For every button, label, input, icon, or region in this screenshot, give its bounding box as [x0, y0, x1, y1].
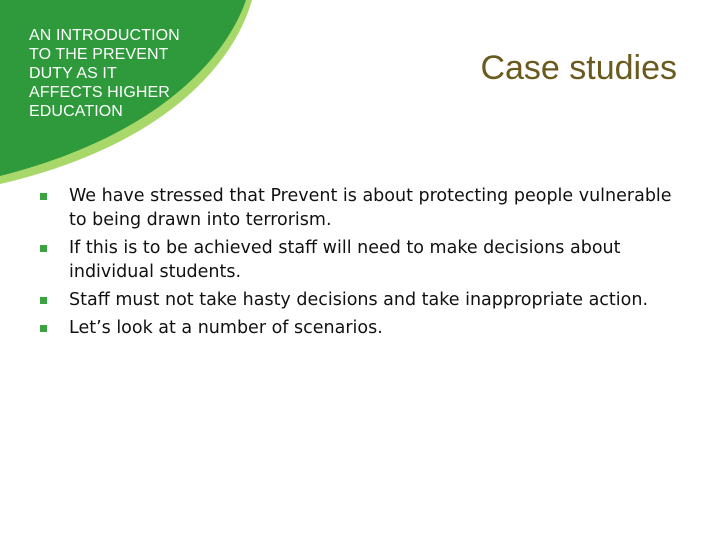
- bullet-text: We have stressed that Prevent is about protecting people vulnerable to being drawn into terrorism.: [69, 186, 672, 230]
- bullet-text: Staff must not take hasty decisions and take inappropriate action.: [69, 290, 649, 310]
- banner-line: AN INTRODUCTION: [29, 27, 180, 44]
- banner-line: AFFECTS HIGHER: [29, 84, 170, 101]
- square-bullet-icon: [40, 193, 47, 200]
- square-bullet-icon: [40, 325, 47, 332]
- bullet-item: [40, 316, 680, 340]
- bullet-item: [40, 184, 680, 232]
- banner-heading: [29, 26, 180, 121]
- square-bullet-icon: [40, 297, 47, 304]
- slide-title: Case studies: [480, 49, 677, 87]
- bullet-list: [40, 184, 680, 344]
- bullet-item: [40, 288, 680, 312]
- bullet-text: If this is to be achieved staff will need to make decisions about individual students.: [69, 238, 621, 282]
- banner-line: TO THE PREVENT: [29, 46, 169, 63]
- banner-line: DUTY AS IT: [29, 65, 117, 82]
- square-bullet-icon: [40, 245, 47, 252]
- bullet-text: Let’s look at a number of scenarios.: [69, 318, 383, 338]
- bullet-item: [40, 236, 680, 284]
- banner-line: EDUCATION: [29, 103, 123, 120]
